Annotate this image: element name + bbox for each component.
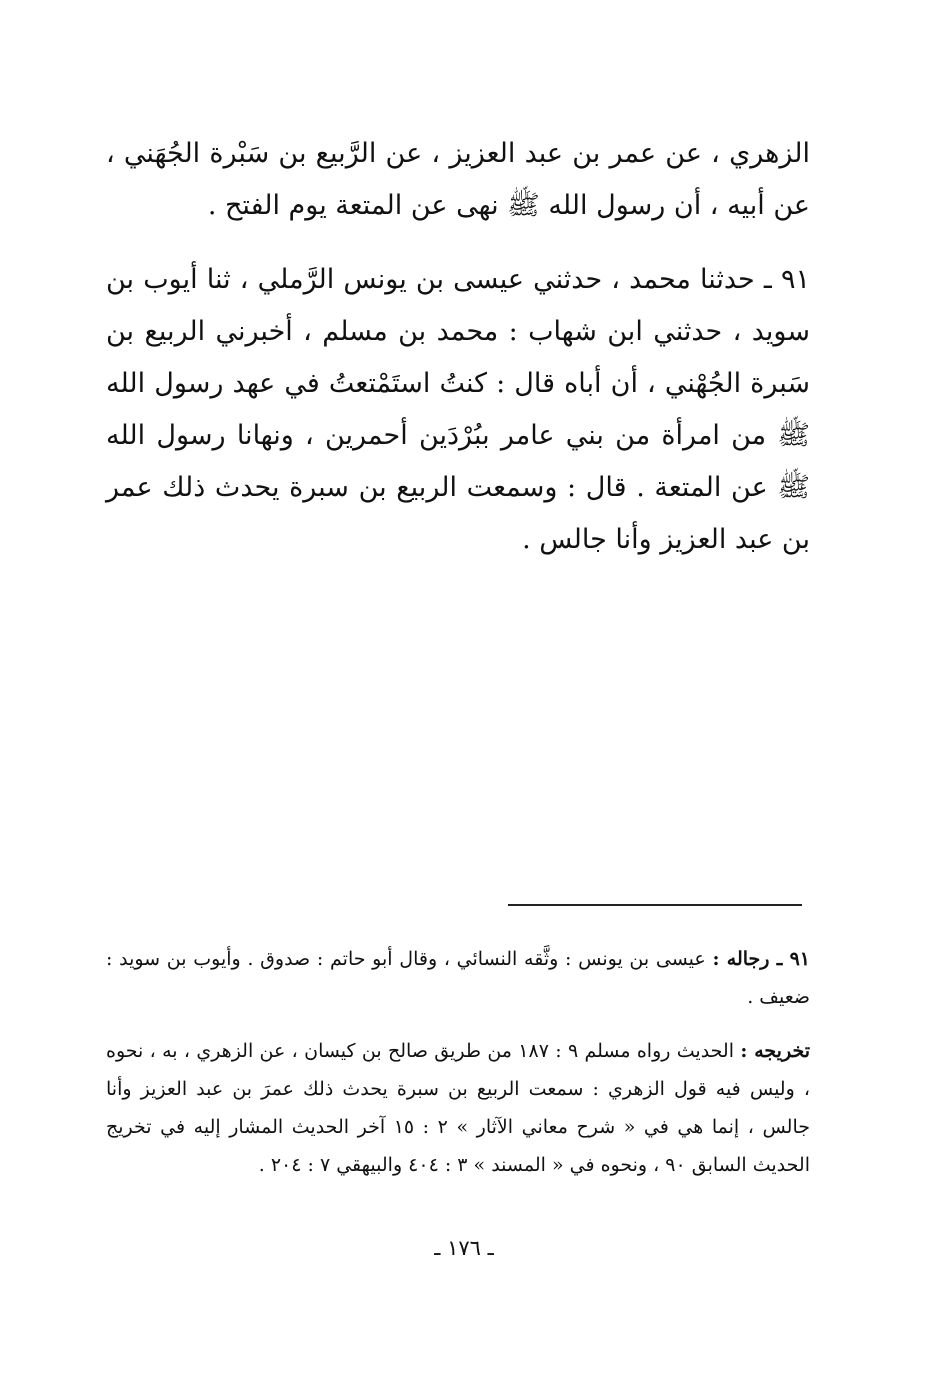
footnotes xyxy=(106,940,810,1184)
rijal-label: ٩١ ـ رجاله : xyxy=(712,948,811,970)
hadith-number: ٩١ ـ xyxy=(763,264,810,295)
rijal-text: عيسى بن يونس : وثَّقه النسائي ، وقال أبو حاتم : صدوق . وأيوب بن سويد : ضعيف . xyxy=(106,948,810,1008)
takhrij-label: تخريجه : xyxy=(740,1040,811,1062)
rijal-footnote xyxy=(106,940,810,1016)
takhrij-footnote xyxy=(106,1032,810,1184)
footnote-separator xyxy=(508,904,802,906)
page-number: ـ ١٧٦ ـ xyxy=(434,1236,494,1260)
hadith-91-text: حدثنا محمد ، حدثني عيسى بن يونس الرَّملي ، ثنا أيوب بن سويد ، حدثني ابن شهاب : محمد بن مسلم ، أخبرني الربيع بن سَبرة الجُهْني ، أن أباه قال : كنتُ استَمْتعتُ في عهد رسول الله ﷺ من امرأة من بني عامر ببُرْدَين أحمرين ، ونهانا رسول الله ﷺ عن المتعة . قال : وسمعت الربيع بن سبرة يحدث ذلك عمر بن عبد العزيز وأنا جالس . xyxy=(106,264,810,555)
main-text xyxy=(106,128,810,566)
hadith-continuation-paragraph: الزهري ، عن عمر بن عبد العزيز ، عن الرَّبيع بن سَبْرة الجُهَني ، عن أبيه ، أن رسول الله ﷺ نهى عن المتعة يوم الفتح . xyxy=(106,138,810,221)
takhrij-text: الحديث رواه مسلم ٩ : ١٨٧ من طريق صالح بن كيسان ، عن الزهري ، به ، نحوه ، وليس فيه قول الزهري : سمعت الربيع بن سبرة يحدث ذلك عمرَ بن عبد العزيز وأنا جالس ، إنما هي في « شرح معاني الآثار » ٢ : ١٥ آخر الحديث المشار إليه في تخريج الحديث السابق ٩٠ ، ونحوه في « المسند » ٣ : ٤٠٤ والبيهقي ٧ : ٢٠٤ . xyxy=(106,1040,810,1176)
hadith-91-paragraph xyxy=(106,254,810,566)
